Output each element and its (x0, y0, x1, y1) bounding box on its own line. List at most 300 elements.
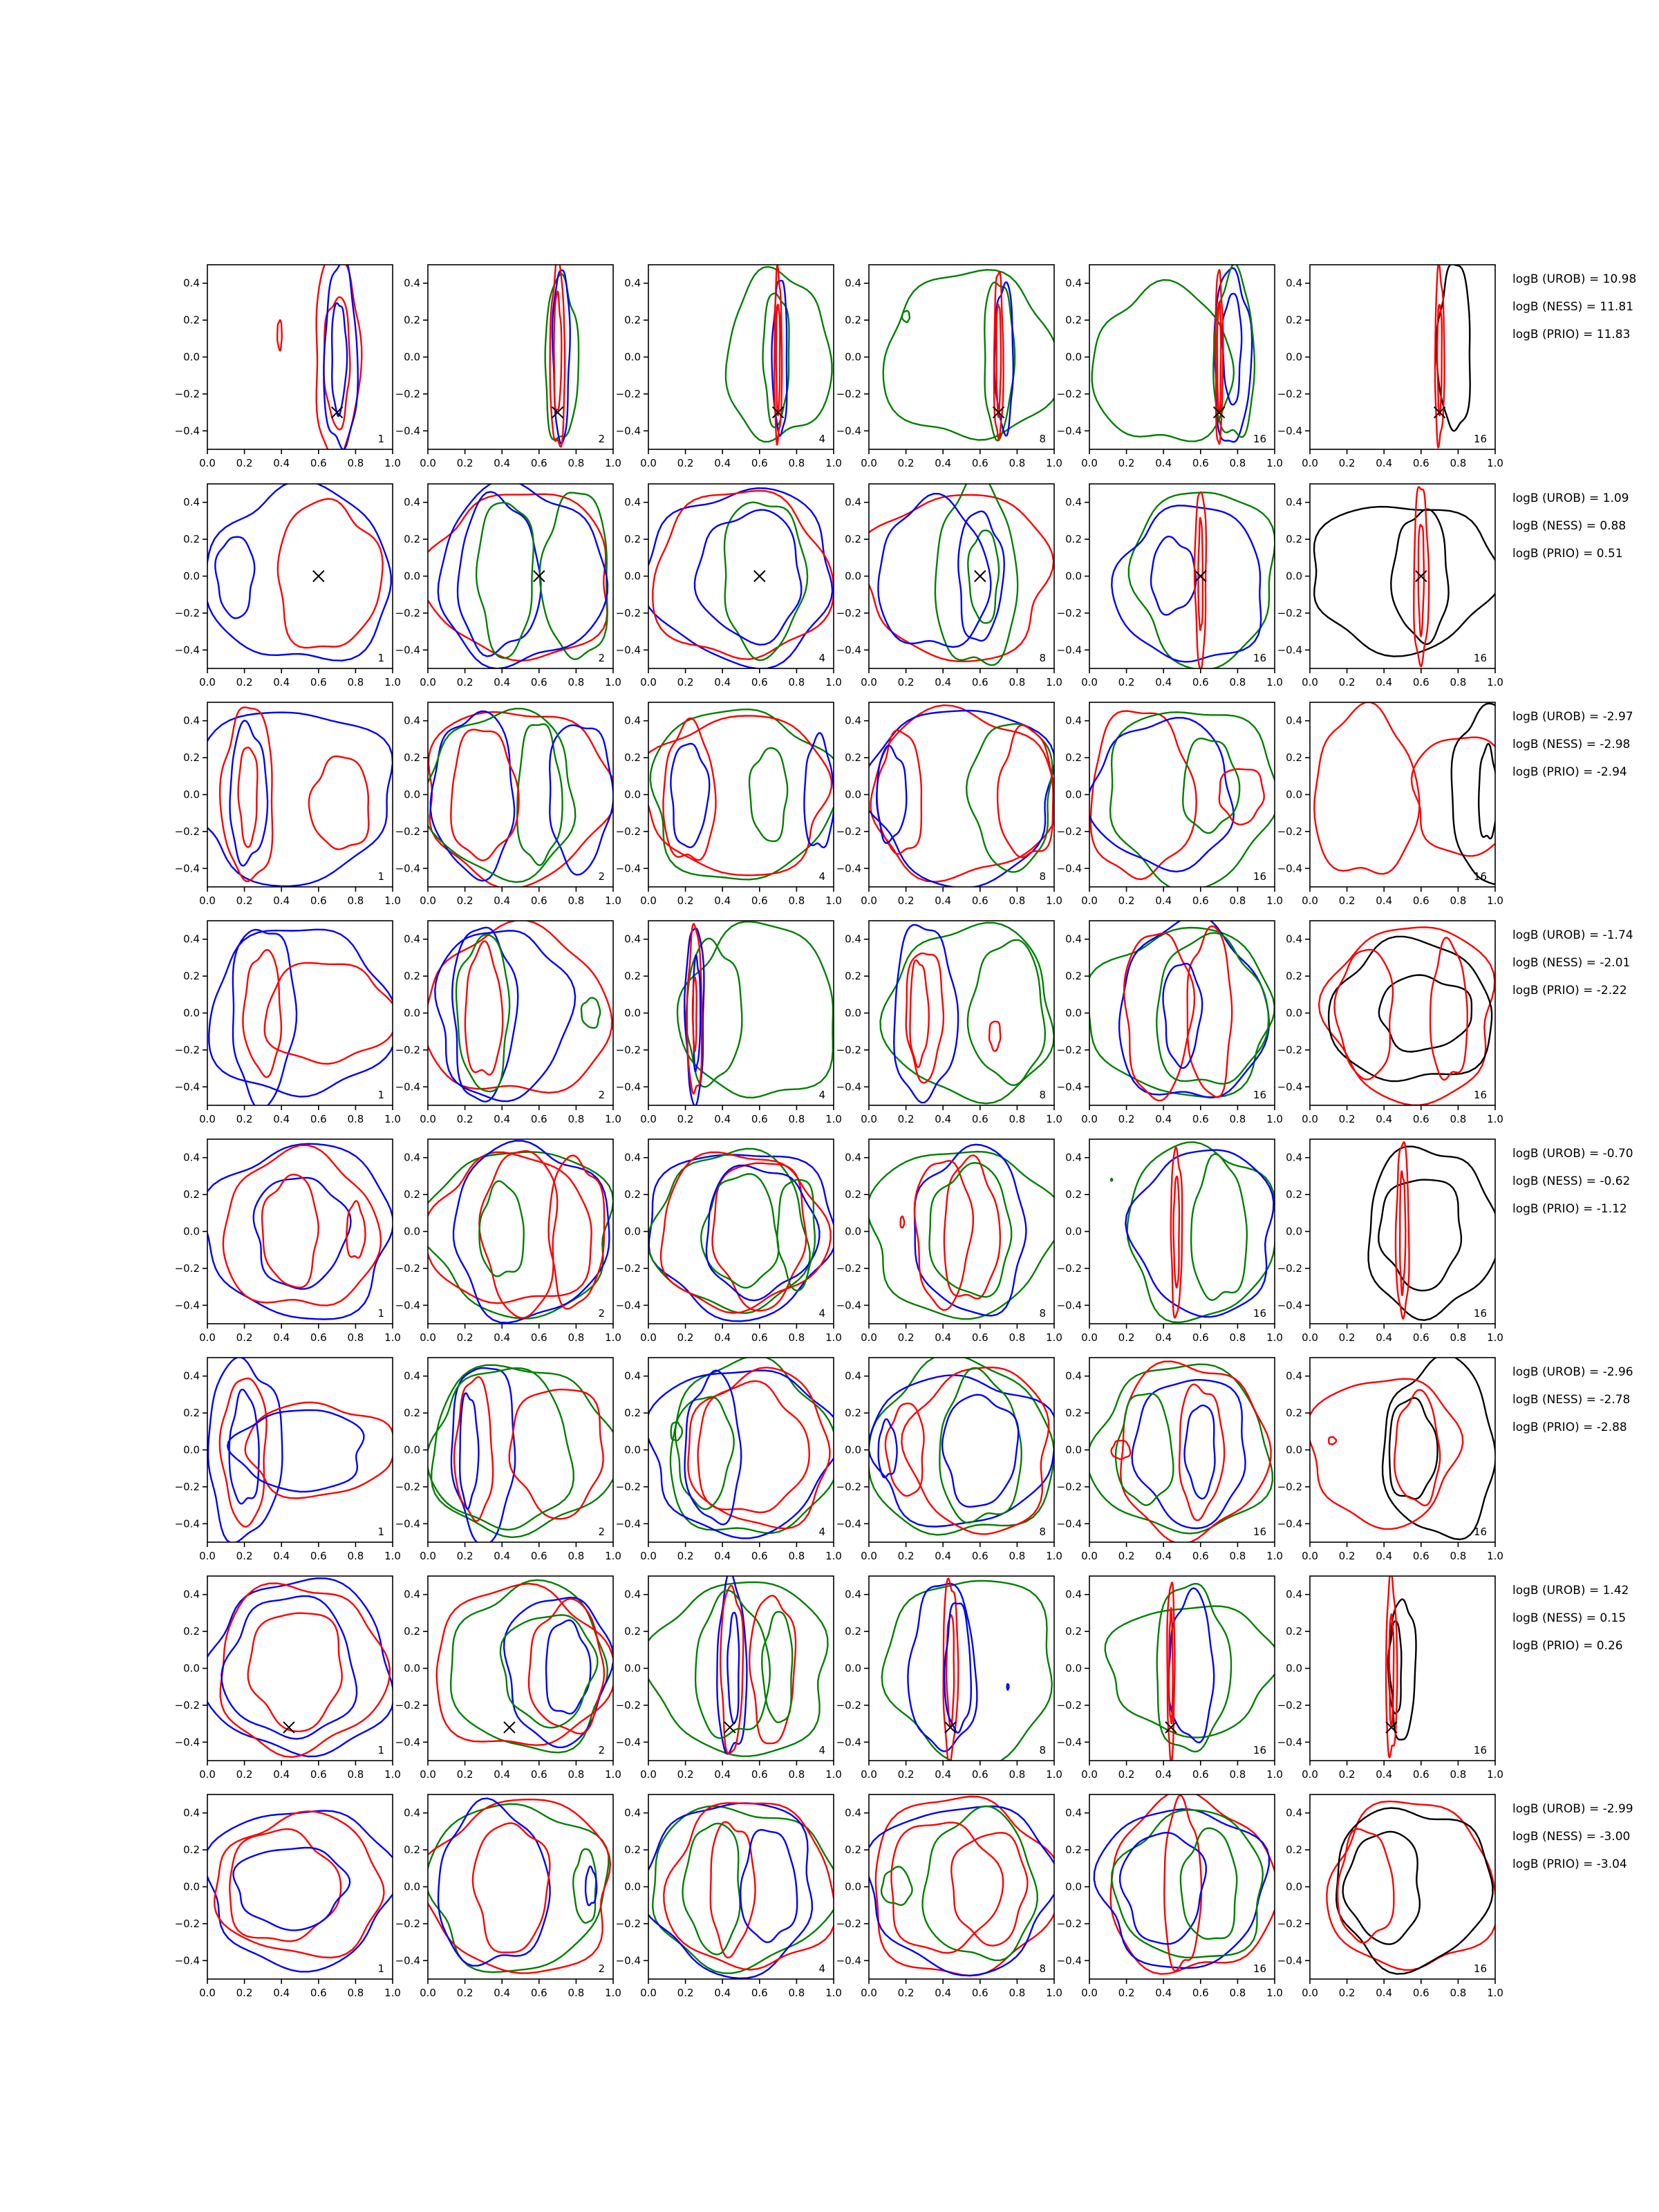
x-tick-label: 0.2 (1338, 1768, 1356, 1781)
contour-lines (881, 923, 1054, 1104)
x-tick-label: 0.8 (1009, 1550, 1026, 1562)
contour-lines (882, 1579, 1052, 1767)
bayes-factor-text: logB (NESS) = 0.88 (1512, 519, 1627, 533)
contour-panel (175, 257, 401, 469)
x-tick-label: 0.0 (199, 894, 216, 907)
x-tick-label: 1.0 (825, 1987, 842, 1999)
contour-lines (648, 1149, 836, 1322)
x-tick-label: 0.6 (1412, 1113, 1430, 1125)
contour-panel (836, 702, 1062, 907)
contour-red (277, 320, 282, 350)
y-tick-label: 0.2 (183, 1407, 200, 1420)
contour-red (243, 950, 281, 1077)
x-tick-label: 0.8 (1009, 1113, 1026, 1125)
x-tick-label: 0.8 (568, 1113, 585, 1125)
contour-panel (1277, 1794, 1503, 1999)
x-tick-label: 1.0 (1046, 1768, 1062, 1781)
x-tick-label: 1.0 (1266, 457, 1283, 469)
contour-blue (646, 1371, 841, 1539)
contour-panel (1057, 1790, 1283, 1999)
contour-lines (641, 1803, 841, 1978)
x-tick-label: 0.0 (861, 1550, 877, 1562)
y-tick-label: 0.4 (845, 276, 861, 290)
x-tick-label: 0.0 (1081, 1550, 1098, 1562)
y-tick-label: 0.2 (404, 1625, 420, 1638)
contour-lines (1087, 1361, 1273, 1544)
y-tick-label: −0.4 (1277, 862, 1302, 875)
y-tick-label: −0.2 (1056, 825, 1082, 838)
x-tick-label: 0.2 (677, 1331, 694, 1344)
x-tick-label: 0.4 (1376, 1768, 1393, 1781)
y-tick-label: 0.4 (404, 496, 420, 509)
axes-frame (648, 265, 834, 449)
x-tick-label: 1.0 (384, 1113, 401, 1125)
y-tick-label: −0.4 (836, 862, 861, 875)
y-tick-label: −0.2 (1277, 1917, 1302, 1930)
x-tick-label: 0.4 (935, 1550, 952, 1562)
x-tick-label: 0.4 (1155, 1987, 1172, 1999)
y-tick-label: 0.0 (1065, 1006, 1082, 1020)
y-tick-label: 0.2 (183, 314, 200, 327)
y-tick-label: 0.4 (183, 276, 200, 290)
y-tick-label: 0.0 (1286, 570, 1302, 583)
panel-number-label: 16 (1253, 1744, 1266, 1756)
x-tick-label: 1.0 (1046, 676, 1062, 688)
panel-number-label: 8 (1039, 870, 1046, 883)
y-tick-label: −0.4 (395, 644, 420, 657)
contour-red (664, 1803, 835, 1969)
x-tick-label: 0.2 (897, 1550, 915, 1562)
y-tick-label: −0.2 (836, 825, 861, 838)
x-tick-label: 1.0 (1487, 894, 1503, 907)
x-tick-label: 1.0 (1266, 676, 1283, 688)
x-tick-label: 0.6 (1412, 894, 1430, 907)
x-tick-label: 0.2 (1118, 1987, 1135, 1999)
x-tick-label: 0.6 (971, 676, 988, 688)
contour-red (910, 960, 929, 1067)
y-tick-label: 0.4 (845, 1588, 861, 1601)
contour-lines (1112, 492, 1275, 670)
x-tick-label: 0.0 (420, 1331, 436, 1344)
contour-panel (395, 1139, 621, 1344)
contour-lines (203, 1144, 393, 1320)
y-tick-label: 0.0 (1286, 1443, 1302, 1456)
y-tick-label: 0.0 (1286, 1225, 1302, 1238)
x-tick-label: 1.0 (605, 1331, 621, 1344)
x-tick-label: 1.0 (605, 1550, 621, 1562)
y-tick-label: 0.4 (845, 932, 861, 946)
contour-lines (726, 265, 832, 445)
y-tick-label: −0.4 (836, 644, 861, 657)
x-tick-label: 1.0 (1266, 894, 1283, 907)
bayes-factor-text: logB (UROB) = 1.09 (1512, 491, 1629, 505)
contour-green (427, 1368, 574, 1530)
contour-green (868, 1152, 1063, 1319)
x-tick-label: 0.0 (199, 1550, 216, 1562)
y-tick-label: −0.2 (174, 1043, 200, 1056)
x-tick-label: 1.0 (1266, 1113, 1283, 1125)
x-tick-label: 1.0 (825, 1113, 842, 1125)
x-tick-label: 0.0 (1302, 1768, 1318, 1781)
x-tick-label: 0.4 (935, 1331, 952, 1344)
y-tick-label: −0.4 (395, 862, 420, 875)
bayes-factor-text: logB (NESS) = 11.81 (1512, 300, 1634, 314)
x-tick-label: 0.2 (1118, 894, 1135, 907)
x-tick-label: 0.8 (568, 1987, 585, 1999)
y-tick-label: −0.2 (1277, 1262, 1302, 1275)
contour-panel (395, 920, 621, 1125)
contour-red (1329, 1437, 1336, 1445)
bayes-factor-text: logB (NESS) = 0.15 (1512, 1611, 1627, 1625)
y-tick-label: 0.0 (183, 1006, 200, 1020)
x-tick-label: 1.0 (384, 457, 401, 469)
contour-red (997, 304, 1002, 417)
y-tick-label: 0.4 (1286, 1151, 1302, 1164)
x-tick-label: 0.0 (640, 1331, 657, 1344)
y-tick-label: −0.4 (174, 1954, 200, 1967)
x-tick-label: 0.2 (236, 1550, 253, 1562)
x-tick-label: 0.0 (199, 676, 216, 688)
x-tick-label: 0.8 (788, 1331, 805, 1344)
y-tick-label: −0.4 (615, 862, 641, 875)
y-tick-label: 0.4 (404, 932, 420, 946)
x-tick-label: 0.0 (1081, 1987, 1098, 1999)
y-tick-label: 0.2 (624, 751, 641, 765)
x-tick-label: 0.0 (420, 676, 436, 688)
contour-red (901, 1217, 904, 1228)
x-tick-label: 0.6 (751, 1113, 768, 1125)
panel-number-label: 8 (1039, 1744, 1046, 1756)
x-tick-label: 0.8 (347, 1550, 364, 1562)
y-tick-label: 0.0 (1286, 1662, 1302, 1675)
x-tick-label: 0.4 (1376, 1331, 1393, 1344)
y-tick-label: −0.2 (1277, 1480, 1302, 1493)
y-tick-label: 0.4 (1286, 1369, 1302, 1382)
contour-blue (643, 488, 832, 668)
y-tick-label: 0.0 (1286, 1006, 1302, 1020)
y-tick-label: −0.2 (174, 1262, 200, 1275)
x-tick-label: 0.2 (236, 1768, 253, 1781)
contour-panel (1057, 1576, 1283, 1781)
contour-panel (175, 1794, 401, 1999)
contour-green (1191, 1154, 1247, 1300)
x-tick-label: 0.0 (1302, 894, 1318, 907)
y-tick-label: −0.2 (615, 606, 641, 619)
axes-frame (1310, 702, 1495, 887)
x-tick-label: 0.6 (530, 1113, 547, 1125)
panel-number-label: 2 (598, 433, 605, 445)
y-tick-label: −0.2 (1056, 1698, 1082, 1712)
y-tick-label: 0.2 (624, 970, 641, 983)
x-tick-label: 0.0 (420, 1113, 436, 1125)
x-tick-label: 0.6 (1192, 1113, 1209, 1125)
x-tick-label: 0.8 (347, 1987, 364, 1999)
contour-red (693, 977, 697, 1051)
x-tick-label: 0.6 (530, 676, 547, 688)
x-tick-label: 1.0 (825, 457, 842, 469)
y-tick-label: 0.0 (404, 1443, 420, 1456)
y-tick-label: 0.2 (1065, 970, 1082, 983)
panel-number-label: 16 (1253, 652, 1266, 664)
x-tick-label: 0.0 (420, 1768, 436, 1781)
y-tick-label: 0.4 (845, 714, 861, 727)
y-tick-label: 0.0 (624, 570, 641, 583)
y-tick-label: 0.4 (624, 1588, 641, 1601)
x-tick-label: 0.4 (273, 894, 290, 907)
x-tick-label: 0.0 (1081, 894, 1098, 907)
y-tick-label: 0.4 (404, 714, 420, 727)
x-tick-label: 0.6 (310, 1331, 327, 1344)
x-tick-label: 0.6 (751, 1768, 768, 1781)
x-tick-label: 0.6 (310, 1113, 327, 1125)
figure-row (175, 1139, 1633, 1344)
bayes-factor-text: logB (PRIO) = -2.22 (1512, 984, 1627, 997)
x-tick-label: 1.0 (384, 1331, 401, 1344)
y-tick-label: −0.4 (395, 1954, 420, 1967)
y-tick-label: −0.4 (1277, 1080, 1302, 1094)
x-tick-label: 0.6 (1192, 1331, 1209, 1344)
x-tick-label: 0.6 (751, 457, 768, 469)
contour-lines (859, 473, 1053, 665)
panel-number-label: 1 (377, 652, 384, 664)
contour-blue (221, 1596, 357, 1739)
x-tick-label: 1.0 (384, 1987, 401, 1999)
contour-blue (183, 713, 393, 886)
y-tick-label: 0.2 (1286, 533, 1302, 546)
contour-lines (643, 488, 834, 668)
y-tick-label: 0.2 (404, 1844, 420, 1857)
contour-panel (836, 1794, 1062, 1999)
y-tick-label: 0.0 (1065, 1443, 1082, 1456)
axes-frame (207, 1794, 393, 1979)
y-tick-label: 0.4 (1286, 932, 1302, 946)
x-tick-label: 0.0 (1081, 1331, 1098, 1344)
contour-lines (1435, 263, 1470, 447)
contour-green (939, 1368, 1021, 1523)
contour-lines (418, 1799, 610, 1974)
y-tick-label: 0.4 (845, 496, 861, 509)
contour-red (1319, 927, 1494, 1105)
x-tick-label: 0.8 (788, 676, 805, 688)
contour-panel (836, 265, 1062, 469)
contour-panel (616, 484, 842, 688)
x-tick-label: 0.6 (310, 457, 327, 469)
bayes-factor-text: logB (NESS) = -2.98 (1512, 738, 1631, 751)
y-tick-label: −0.4 (615, 1517, 641, 1530)
x-tick-label: 1.0 (825, 1331, 842, 1344)
y-tick-label: 0.0 (1286, 1880, 1302, 1893)
contour-lines (639, 709, 842, 879)
x-tick-label: 0.0 (199, 1768, 216, 1781)
x-tick-label: 0.0 (640, 1113, 657, 1125)
x-tick-label: 0.8 (788, 457, 805, 469)
x-tick-label: 0.8 (347, 676, 364, 688)
y-tick-label: 0.2 (1286, 314, 1302, 327)
y-tick-label: 0.4 (1065, 496, 1082, 509)
figure-row (175, 255, 1637, 469)
y-tick-label: 0.2 (1286, 1844, 1302, 1857)
x-tick-label: 0.0 (1302, 457, 1318, 469)
x-tick-label: 0.8 (1450, 894, 1467, 907)
figure-row (175, 915, 1633, 1125)
y-tick-label: 0.2 (624, 1844, 641, 1857)
y-tick-label: 0.4 (624, 1806, 641, 1819)
axes-frame (428, 265, 613, 449)
x-tick-label: 0.4 (935, 1987, 952, 1999)
panel-number-label: 16 (1473, 1526, 1487, 1538)
contour-panel (175, 1358, 401, 1563)
x-tick-label: 0.8 (347, 1768, 364, 1781)
x-tick-label: 1.0 (384, 894, 401, 907)
panel-number-label: 8 (1039, 433, 1046, 445)
contour-blue (452, 928, 518, 1102)
x-tick-label: 0.4 (273, 1550, 290, 1562)
y-tick-label: 0.4 (1065, 1588, 1082, 1601)
x-tick-label: 0.4 (1155, 1768, 1172, 1781)
axes-frame (1089, 1794, 1275, 1979)
y-tick-label: −0.2 (1056, 1043, 1082, 1056)
x-tick-label: 0.6 (530, 1550, 547, 1562)
contour-lines (868, 1145, 1063, 1319)
x-tick-label: 0.2 (677, 1768, 694, 1781)
x-tick-label: 0.2 (236, 894, 253, 907)
panel-number-label: 16 (1473, 870, 1487, 883)
y-tick-label: −0.2 (615, 1480, 641, 1493)
contour-panel (616, 921, 842, 1125)
x-tick-label: 0.2 (897, 1331, 915, 1344)
y-tick-label: 0.0 (624, 1662, 641, 1675)
y-tick-label: −0.4 (836, 1954, 861, 1967)
contour-red (859, 495, 1053, 662)
x-tick-label: 1.0 (1487, 1113, 1503, 1125)
panel-number-label: 2 (598, 1962, 605, 1975)
x-tick-label: 0.6 (751, 676, 768, 688)
y-tick-label: −0.4 (1277, 424, 1302, 438)
x-tick-label: 0.4 (273, 1331, 290, 1344)
contour-red (509, 1389, 603, 1519)
contour-red (1400, 1171, 1405, 1295)
contour-red (877, 731, 921, 854)
contour-black (1343, 1832, 1420, 1944)
x-tick-label: 1.0 (1266, 1550, 1283, 1562)
contour-lines (883, 270, 1061, 440)
panel-number-label: 2 (598, 1307, 605, 1320)
y-tick-label: 0.0 (624, 788, 641, 801)
y-tick-label: −0.4 (615, 1736, 641, 1749)
y-tick-label: 0.2 (404, 314, 420, 327)
y-tick-label: −0.4 (836, 1080, 861, 1094)
x-tick-label: 1.0 (384, 1550, 401, 1562)
y-tick-label: −0.2 (1056, 1917, 1082, 1930)
contour-panel (836, 1354, 1062, 1562)
y-tick-label: −0.2 (836, 387, 861, 400)
y-tick-label: −0.4 (1056, 1299, 1082, 1312)
x-tick-label: 1.0 (1487, 457, 1503, 469)
x-tick-label: 0.8 (1009, 1768, 1026, 1781)
contour-blue (229, 1389, 259, 1503)
contour-green (1127, 1142, 1276, 1322)
contour-red (549, 1156, 604, 1309)
x-tick-label: 0.2 (1338, 1331, 1356, 1344)
y-tick-label: 0.2 (845, 314, 861, 327)
x-tick-label: 0.2 (677, 457, 694, 469)
contour-blue (460, 1394, 478, 1510)
contour-blue (215, 537, 254, 619)
x-tick-label: 0.4 (273, 1768, 290, 1781)
x-tick-label: 0.4 (1376, 894, 1393, 907)
contour-panel (616, 1139, 842, 1344)
panel-number-label: 4 (818, 1307, 825, 1320)
y-tick-label: 0.2 (183, 751, 200, 765)
x-tick-label: 0.0 (640, 1768, 657, 1781)
contour-lines (1319, 927, 1494, 1105)
y-tick-label: 0.2 (1286, 1625, 1302, 1638)
y-tick-label: −0.2 (615, 387, 641, 400)
panel-number-label: 16 (1253, 870, 1266, 883)
y-tick-label: 0.4 (183, 932, 200, 946)
contour-blue (695, 510, 801, 645)
contour-blue (458, 491, 541, 656)
y-tick-label: 0.2 (1065, 1407, 1082, 1420)
x-tick-label: 0.0 (640, 1550, 657, 1562)
y-tick-label: −0.4 (174, 644, 200, 657)
x-tick-label: 0.2 (677, 1550, 694, 1562)
y-tick-label: −0.4 (836, 1517, 861, 1530)
y-tick-label: −0.2 (615, 1917, 641, 1930)
x-tick-label: 1.0 (1046, 457, 1062, 469)
y-tick-label: 0.4 (183, 1588, 200, 1601)
contour-green (456, 935, 509, 1091)
y-tick-label: 0.2 (183, 533, 200, 546)
y-tick-label: −0.2 (174, 1480, 200, 1493)
x-tick-label: 0.8 (788, 1113, 805, 1125)
x-tick-label: 1.0 (1046, 1550, 1062, 1562)
y-tick-label: 0.4 (1286, 1806, 1302, 1819)
y-tick-label: −0.4 (615, 1080, 641, 1094)
figure-row (175, 702, 1633, 907)
panel-number-label: 8 (1039, 1962, 1046, 1975)
y-tick-label: 0.0 (183, 1225, 200, 1238)
y-tick-label: 0.0 (183, 350, 200, 364)
x-tick-label: 0.2 (1118, 1331, 1135, 1344)
contour-lines (1092, 264, 1255, 444)
x-tick-label: 0.0 (861, 1113, 877, 1125)
panel-number-label: 2 (598, 1089, 605, 1101)
y-tick-label: 0.4 (624, 714, 641, 727)
y-tick-label: 0.2 (183, 1844, 200, 1857)
x-tick-label: 0.6 (1192, 1987, 1209, 1999)
contour-panel (836, 1576, 1062, 1781)
x-tick-label: 1.0 (605, 457, 621, 469)
contour-red (479, 1151, 557, 1318)
bayes-factor-text: logB (UROB) = 10.98 (1512, 272, 1637, 286)
x-tick-label: 0.6 (1192, 1768, 1209, 1781)
y-tick-label: −0.2 (395, 1480, 420, 1493)
contour-red (1418, 525, 1424, 636)
contour-red (989, 1022, 1000, 1051)
contour-red (1437, 305, 1442, 415)
x-tick-label: 0.4 (1155, 676, 1172, 688)
contour-lines (1369, 1142, 1501, 1320)
contour-blue (879, 1419, 897, 1477)
x-tick-label: 0.2 (456, 1768, 474, 1781)
contour-lines (205, 480, 391, 661)
x-tick-label: 0.0 (861, 1331, 877, 1344)
contour-blue (234, 1848, 350, 1930)
y-tick-label: 0.0 (845, 1662, 861, 1675)
x-tick-label: 0.0 (861, 457, 877, 469)
x-tick-label: 0.6 (1412, 1768, 1430, 1781)
